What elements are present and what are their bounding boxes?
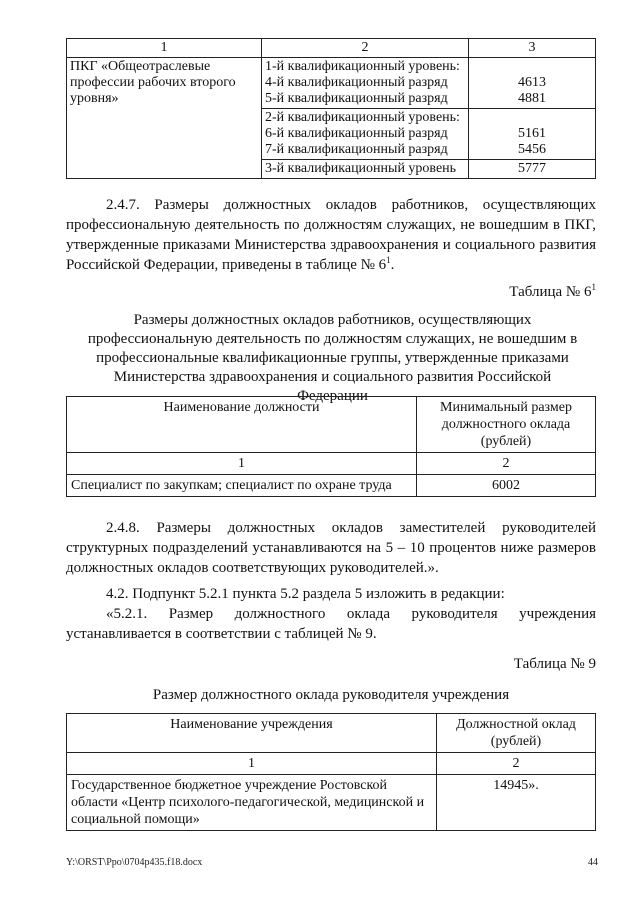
table-number-row <box>67 453 596 475</box>
column-number: 1 <box>67 753 437 775</box>
table-number-row <box>67 753 596 775</box>
paragraph-5-2-1: «5.2.1. Размер должностного оклада руководителя учреждения устанавливается в соответствии с таблицей № 9. <box>66 606 596 642</box>
group-name: ПКГ «Общеотраслевые профессии рабочих второго уровня» <box>67 58 262 179</box>
paragraph-2-4-7 <box>66 195 596 275</box>
footnote-mark: 1 <box>591 282 596 292</box>
table-row <box>67 475 596 497</box>
salary-value: 6002 <box>417 475 596 497</box>
paragraph-end: . <box>390 257 395 273</box>
level-line: 3-й квалификационный уровень <box>262 160 469 179</box>
level-values <box>469 109 596 160</box>
table-row <box>67 775 596 831</box>
table6-title: Размеры должностных окладов работников, осуществляющих профессиональную деятельность по должностям служащих, не вошедшим в профессиональные квалификационные группы, утвержденные приказами Министерства здравоохранения и социального развития Российской Федерации <box>87 312 578 404</box>
table9-title: Размер должностного оклада руководителя учреждения <box>152 687 510 703</box>
table-header-row <box>67 714 596 753</box>
qualification-table <box>66 38 596 179</box>
header-min-salary: Минимальный размер должностного оклада (рублей) <box>417 397 596 453</box>
paragraph-4-2: 4.2. Подпункт 5.2.1 пункта 5.2 раздела 5 изложить в редакции: <box>106 586 505 602</box>
header-institution-name: Наименование учреждения <box>67 714 437 753</box>
header-salary: Должностной оклад (рублей) <box>437 714 596 753</box>
institution-name: Государственное бюджетное учреждение Ростовской области «Центр психолого-педагогической, медицинской и социальной помощи» <box>67 775 437 831</box>
level-line: 6-й квалификационный разряд <box>265 126 448 141</box>
paragraph-text: 2.4.7. Размеры должностных окладов работников, осуществляющих профессиональную деятельность по должностям служащих, не вошедшим в ПКГ, утвержденные приказами Министерства здравоохранения и социального развития Российской Федерации, приведены в таблице № 6 <box>66 197 596 273</box>
level-value <box>472 110 592 126</box>
header-position-name: Наименование должности <box>67 397 417 453</box>
column-number: 2 <box>437 753 596 775</box>
level-values <box>469 58 596 109</box>
footer-file-path: Y:\ORST\Ppo\0704p435.f18.docx <box>66 857 203 868</box>
level-value: 4613 <box>518 75 546 90</box>
position-name: Специалист по закупкам; специалист по охране труда <box>67 475 417 497</box>
column-number: 2 <box>417 453 596 475</box>
level-line: 7-й квалификационный разряд <box>265 142 448 157</box>
column-number: 1 <box>67 453 417 475</box>
level-line: 1-й квалификационный уровень: <box>265 59 460 74</box>
level-text <box>262 109 469 160</box>
header-col1: 1 <box>67 39 262 58</box>
level-value: 5456 <box>518 142 546 157</box>
footnote-mark: 1 <box>386 255 391 265</box>
page-number: 44 <box>588 857 598 868</box>
paragraph-2-4-8: 2.4.8. Размеры должностных окладов заместителей руководителей структурных подразделений устанавливаются на 5 – 10 процентов ниже размеров должностных окладов соответствующих руководителей.». <box>66 520 596 576</box>
table9 <box>66 713 596 831</box>
level-text <box>262 58 469 109</box>
table9-label: Таблица № 9 <box>513 656 596 672</box>
table6 <box>66 396 596 497</box>
header-col3: 3 <box>469 39 596 58</box>
header-col2: 2 <box>262 39 469 58</box>
level-line: 5-й квалификационный разряд <box>265 91 448 106</box>
table6-label-text: Таблица № 6 <box>509 284 592 300</box>
level-value: 5161 <box>518 126 546 141</box>
level-value: 5777 <box>469 160 596 179</box>
level-value: 4881 <box>518 91 546 106</box>
salary-value: 14945». <box>437 775 596 831</box>
level-line: 4-й квалификационный разряд <box>265 75 448 90</box>
level-line: 2-й квалификационный уровень: <box>265 110 460 125</box>
level-value <box>472 59 592 75</box>
table6-label <box>509 284 596 301</box>
table-header-row <box>67 397 596 453</box>
table-row <box>67 58 596 109</box>
table-header-row <box>67 39 596 58</box>
